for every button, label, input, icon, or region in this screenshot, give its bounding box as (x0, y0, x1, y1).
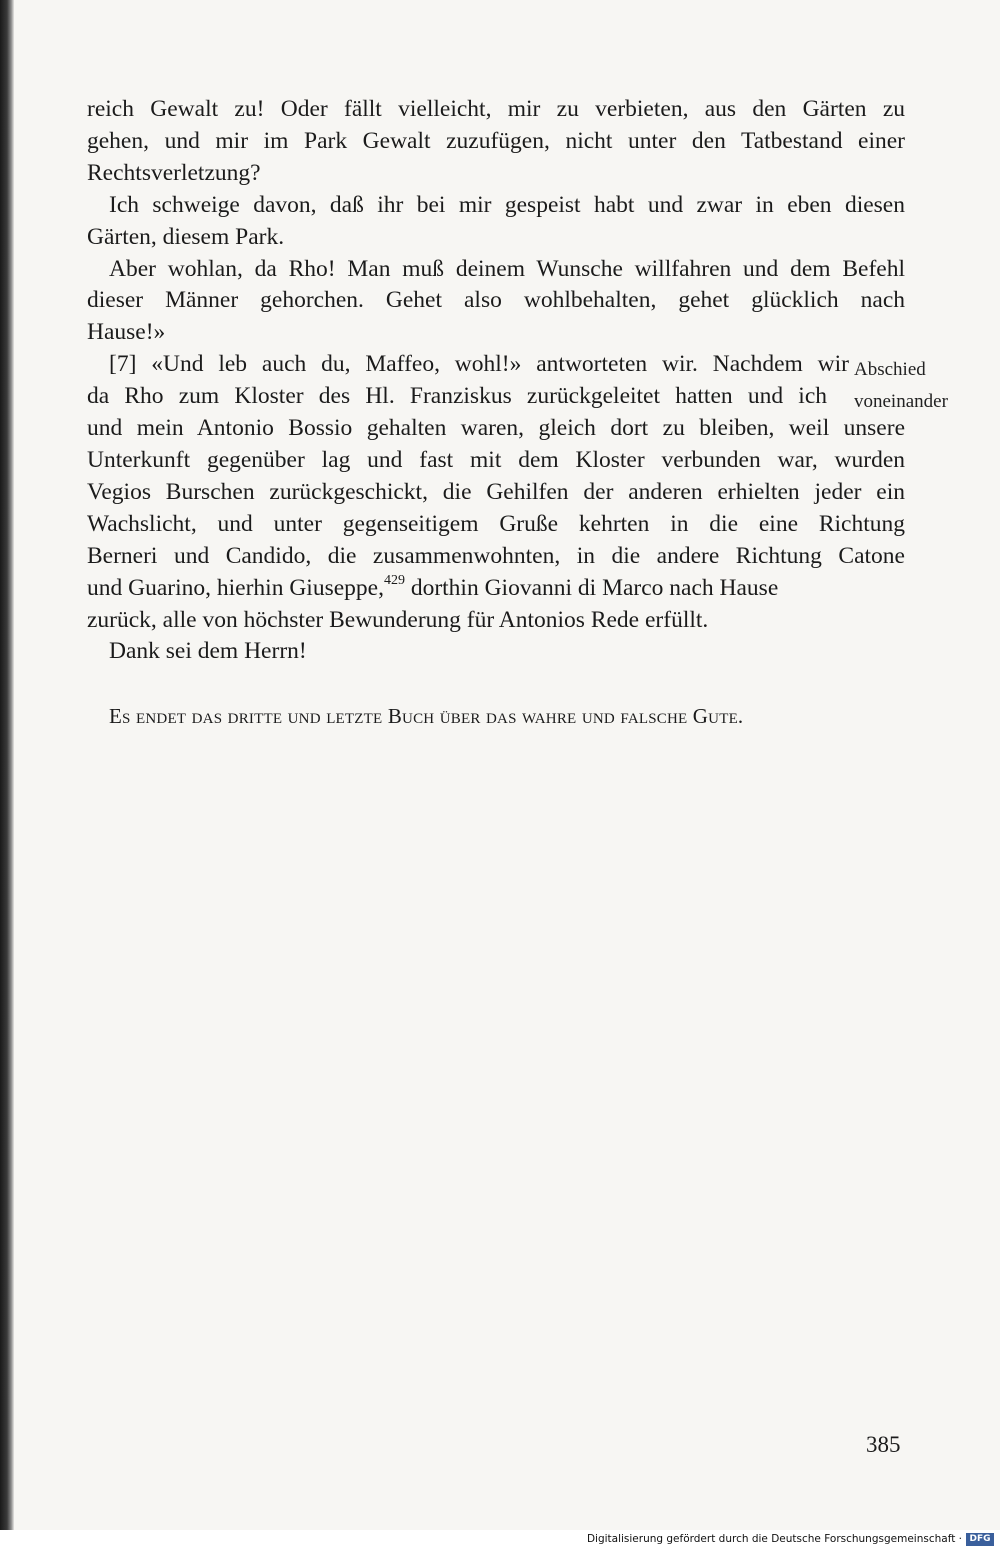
digitization-footer (0, 1530, 1000, 1549)
text-line-end: dorthin Giovanni di Marco nach Hause (404, 574, 779, 601)
body-text (87, 94, 905, 668)
text-line: [7] «Und leb auch du, Maffeo, wohl!» antworteten wir. Nachdem wir (109, 351, 849, 378)
text-line: Vegios Burschen zurückgeschickt, die Gehilfen der anderen erhielten jeder ein (87, 478, 905, 505)
book-page (14, 0, 1000, 1530)
text-line-part (87, 573, 778, 605)
margin-note-line: Abschied (854, 359, 926, 380)
book-spine-shadow (0, 0, 14, 1530)
footer-credit: Digitalisierung gefördert durch die Deutsche Forschungsgemeinschaft · (586, 1533, 962, 1545)
text-line: Aber wohlan, da Rho! Man muß deinem Wunsche willfahren und dem Befehl (109, 255, 905, 282)
book-ending-heading: Es endet das dritte und letzte Buch über das wahre und falsche Gute. (109, 704, 744, 728)
text-line: Rechtsverletzung? (87, 159, 261, 186)
text-line: zurück, alle von höchster Bewunderung für Antonios Rede erfüllt. (87, 606, 709, 633)
text-line: da Rho zum Kloster des Hl. Franziskus zurückgeleitet hatten und ich (87, 383, 827, 410)
text-line: dieser Männer gehorchen. Gehet also wohlbehalten, gehet glücklich nach (87, 287, 905, 314)
text-line: Unterkunft gegenüber lag und fast mit dem Kloster verbunden war, wurden (87, 446, 905, 473)
text-line: reich Gewalt zu! Oder fällt vielleicht, mir zu verbieten, aus den Gärten zu (87, 96, 905, 122)
text-line: Berneri und Candido, die zusammenwohnten, in die andere Richtung Catone (87, 542, 905, 569)
text-line-with-footnote (87, 573, 905, 605)
margin-note (854, 354, 984, 418)
text-line: Dank sei dem Herrn! (109, 638, 307, 665)
text-line: Ich schweige davon, daß ihr bei mir gespeist habt und zwar in eben diesen (109, 191, 905, 218)
text-line: Gärten, diesem Park. (87, 223, 285, 250)
text-line: und mein Antonio Bossio gehalten waren, gleich dort zu bleiben, weil unsere (87, 415, 905, 442)
text-line: gehen, und mir im Park Gewalt zuzufügen, nicht unter den Tatbestand einer (87, 127, 905, 154)
page-number: 385 (866, 1432, 901, 1457)
footnote-marker[interactable]: 429 (383, 572, 405, 588)
dfg-logo-icon: DFG (966, 1533, 994, 1546)
text-line-start: und Guarino, hierhin Giuseppe, (87, 574, 384, 601)
margin-note-line: voneinander (854, 390, 948, 412)
text-line: Hause!» (87, 319, 166, 346)
text-line: Wachslicht, und unter gegenseitigem Gruße kehrten in die eine Richtung (87, 510, 905, 537)
